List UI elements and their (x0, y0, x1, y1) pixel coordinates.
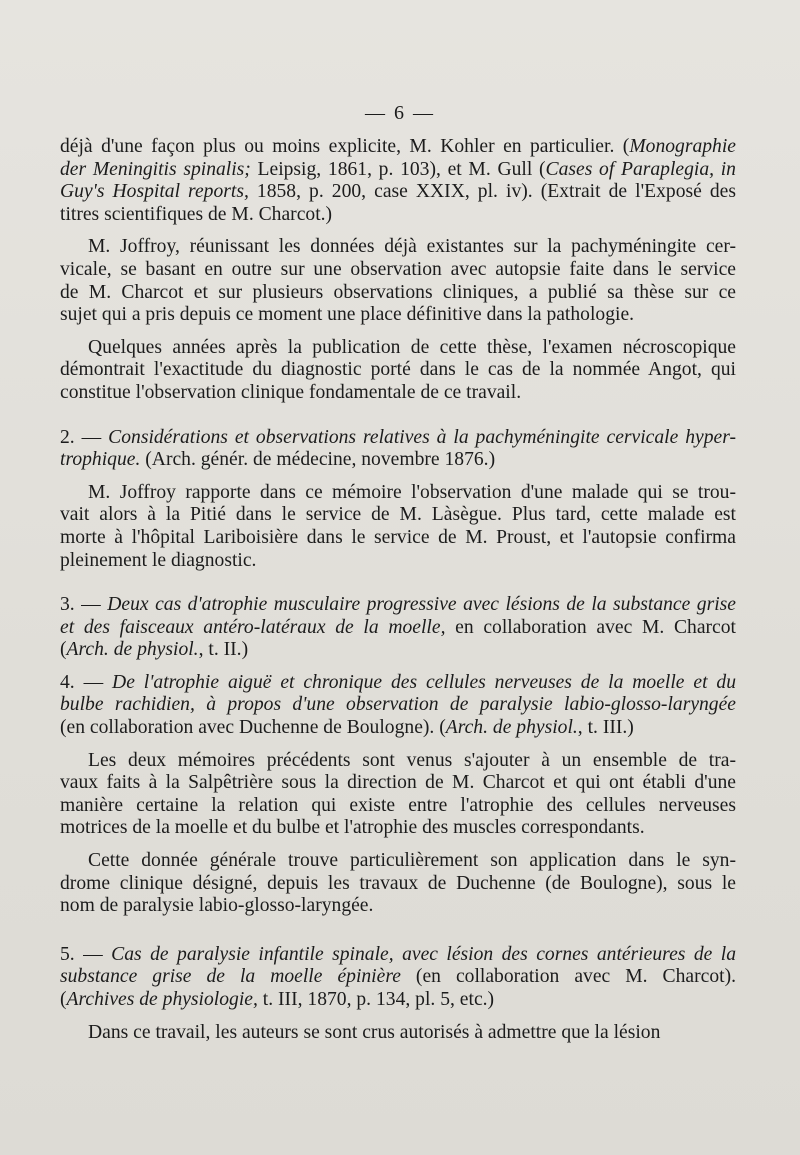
text-line (60, 694, 736, 717)
text-run: de M. Charcot et sur plusieurs observations cliniques, a publié sa thèse sur ce (60, 281, 736, 303)
text-line (60, 1022, 736, 1045)
paragraph-spacer (60, 405, 736, 427)
paragraph-item-4 (60, 672, 736, 740)
text-run: morte à l'hôpital Lariboisière dans le service de M. Proust, et l'autopsie confirma (60, 526, 736, 548)
text-run: (en collaboration avec Duchenne de Boulogne). ( (60, 717, 446, 739)
text-run: Les deux mémoires précédents sont venus s'ajouter à un ensemble de tra- (88, 749, 736, 771)
text-line (60, 359, 736, 382)
text-run: t. III, 1870, p. 134, pl. 5, etc.) (257, 989, 495, 1010)
text-line (60, 449, 736, 472)
paragraph-item-5 (60, 944, 736, 1012)
text-run: (Arch. génér. de médecine, novembre 1876.) (140, 449, 496, 471)
text-run: , t. III.) (577, 717, 634, 739)
text-line (60, 550, 736, 573)
paragraph-item-5-body (60, 1022, 736, 1045)
text-line (60, 282, 736, 305)
text-run: (en collaboration avec M. Charcot). (400, 966, 736, 988)
text-run: Dans ce travail, les auteurs se sont crus autorisés à admettre que la lésion (88, 1021, 661, 1043)
text-line (60, 989, 736, 1012)
paragraph-spacer (60, 226, 736, 236)
paragraph-joffroy-these (60, 236, 736, 326)
text-line (60, 236, 736, 259)
text-run: démontrait l'exactitude du diagnostic porté dans le cas de la nommée Angot, qui (60, 359, 736, 381)
text-line (60, 639, 736, 662)
text-run: 4. — (60, 671, 113, 693)
italic-text: substance grise de la moelle épinière (60, 966, 401, 988)
paragraph-intro (60, 136, 736, 226)
text-run: manière certaine la relation qui existe entre l'atrophie des cellules nerveuses (60, 794, 736, 816)
text-line (60, 159, 736, 182)
italic-text: et des faisceaux antéro-latéraux de la moelle, (60, 616, 446, 638)
text-run: en collaboration avec M. Charcot (445, 616, 736, 638)
text-line (60, 136, 736, 159)
text-run: M. Joffroy, réunissant les données déjà existantes sur la pachyméningite cer- (88, 236, 736, 258)
text-run: Quelques années après la publication de cette thèse, l'examen nécroscopique (88, 336, 736, 358)
paragraph-item-2 (60, 427, 736, 472)
paragraph-spacer (60, 327, 736, 337)
italic-text: Arch. de physiol. (66, 639, 199, 661)
text-line (60, 944, 736, 967)
italic-text: trophique. (60, 449, 141, 471)
paragraph-spacer (60, 662, 736, 672)
paragraph-item-4-body-b (60, 850, 736, 918)
text-line (60, 427, 736, 450)
text-run: Cette donnée générale trouve particulièrement son application dans le syn- (88, 850, 736, 872)
text-run: sujet qui a pris depuis ce moment une place définitive dans la pathologie. (60, 304, 635, 326)
text-run: vicale, se basant en outre sur une observation avec autopsie faite dans le service (60, 258, 736, 280)
italic-text: Cas de paralysie infantile spinale, avec lésion des cornes antérieures de la (111, 943, 736, 965)
paragraph-spacer (60, 740, 736, 750)
text-run: ( (60, 639, 67, 661)
text-line (60, 873, 736, 896)
text-line (60, 482, 736, 505)
text-run: , t. II.) (198, 639, 249, 661)
paragraph-item-2-body (60, 482, 736, 572)
italic-text: Monographie (629, 136, 736, 157)
text-line (60, 304, 736, 327)
text-run: vaux faits à la Salpêtrière sous la direction de M. Charcot et qui ont établi d'une (60, 772, 736, 794)
text-line (60, 259, 736, 282)
italic-text: Archives de physiologie, (66, 989, 258, 1010)
text-line (60, 795, 736, 818)
text-run: 3. — (60, 594, 108, 616)
text-line (60, 895, 736, 918)
italic-text: De l'atrophie aiguë et chronique des cellules nerveuses de la moelle et du (112, 671, 736, 693)
paragraph-item-3 (60, 594, 736, 662)
body-text (60, 136, 736, 1044)
text-run: constitue l'observation clinique fondamentale de ce travail. (60, 381, 522, 403)
text-run: 2. — (60, 426, 109, 448)
paragraph-spacer (60, 1012, 736, 1022)
text-line (60, 204, 736, 227)
text-line (60, 966, 736, 989)
text-line (60, 617, 736, 640)
text-run: 1858, p. 200, case XXIX, pl. iv). (Extrait de l'Exposé des (248, 181, 736, 203)
page-number: — 6 — (365, 102, 435, 124)
text-line (60, 750, 736, 773)
italic-text: der Meningitis spinalis; (60, 158, 251, 180)
text-line (60, 382, 736, 405)
text-run: pleinement le diagnostic. (60, 549, 257, 571)
italic-text: Cases of Paraplegia, in (545, 158, 736, 180)
paragraph-spacer (60, 572, 736, 594)
paragraph-spacer (60, 840, 736, 850)
text-line (60, 504, 736, 527)
paragraph-item-4-body-a (60, 750, 736, 840)
italic-text: Considérations et observations relatives à la pachyméningite cervicale hyper- (108, 426, 736, 448)
text-line (60, 817, 736, 840)
text-run: 5. — (60, 943, 112, 965)
text-line (60, 717, 736, 740)
italic-text: Guy's Hospital reports, (60, 181, 249, 203)
text-run: motrices de la moelle et du bulbe et l'atrophie des muscles correspondants. (60, 817, 645, 839)
text-run: vait alors à la Pitié dans le service de M. Làsègue. Plus tard, cette malade est (60, 504, 736, 526)
text-line (60, 527, 736, 550)
text-line (60, 337, 736, 360)
text-line (60, 850, 736, 873)
text-line (60, 181, 736, 204)
italic-text: Deux cas d'atrophie musculaire progressive avec lésions de la substance grise (107, 594, 736, 616)
text-run: M. Joffroy rapporte dans ce mémoire l'observation d'une malade qui se trou- (88, 481, 736, 503)
text-run: nom de paralysie labio-glosso-laryngée. (60, 895, 374, 917)
paragraph-angot (60, 337, 736, 405)
paragraph-spacer (60, 472, 736, 482)
text-line (60, 672, 736, 695)
text-run: drome clinique désigné, depuis les travaux de Duchenne (de Boulogne), sous le (60, 872, 736, 894)
text-line (60, 772, 736, 795)
text-line (60, 594, 736, 617)
text-run: déjà d'une façon plus ou moins explicite, M. Kohler en particulier. ( (60, 136, 630, 157)
text-run: Leipsig, 1861, p. 103), et M. Gull ( (250, 158, 546, 180)
text-run: ( (60, 989, 67, 1010)
italic-text: Arch. de physiol. (445, 717, 578, 739)
italic-text: bulbe rachidien, à propos d'une observation de paralysie labio-glosso-laryngée (60, 694, 736, 716)
paragraph-spacer (60, 918, 736, 944)
text-run: titres scientifiques de M. Charcot.) (60, 203, 333, 225)
